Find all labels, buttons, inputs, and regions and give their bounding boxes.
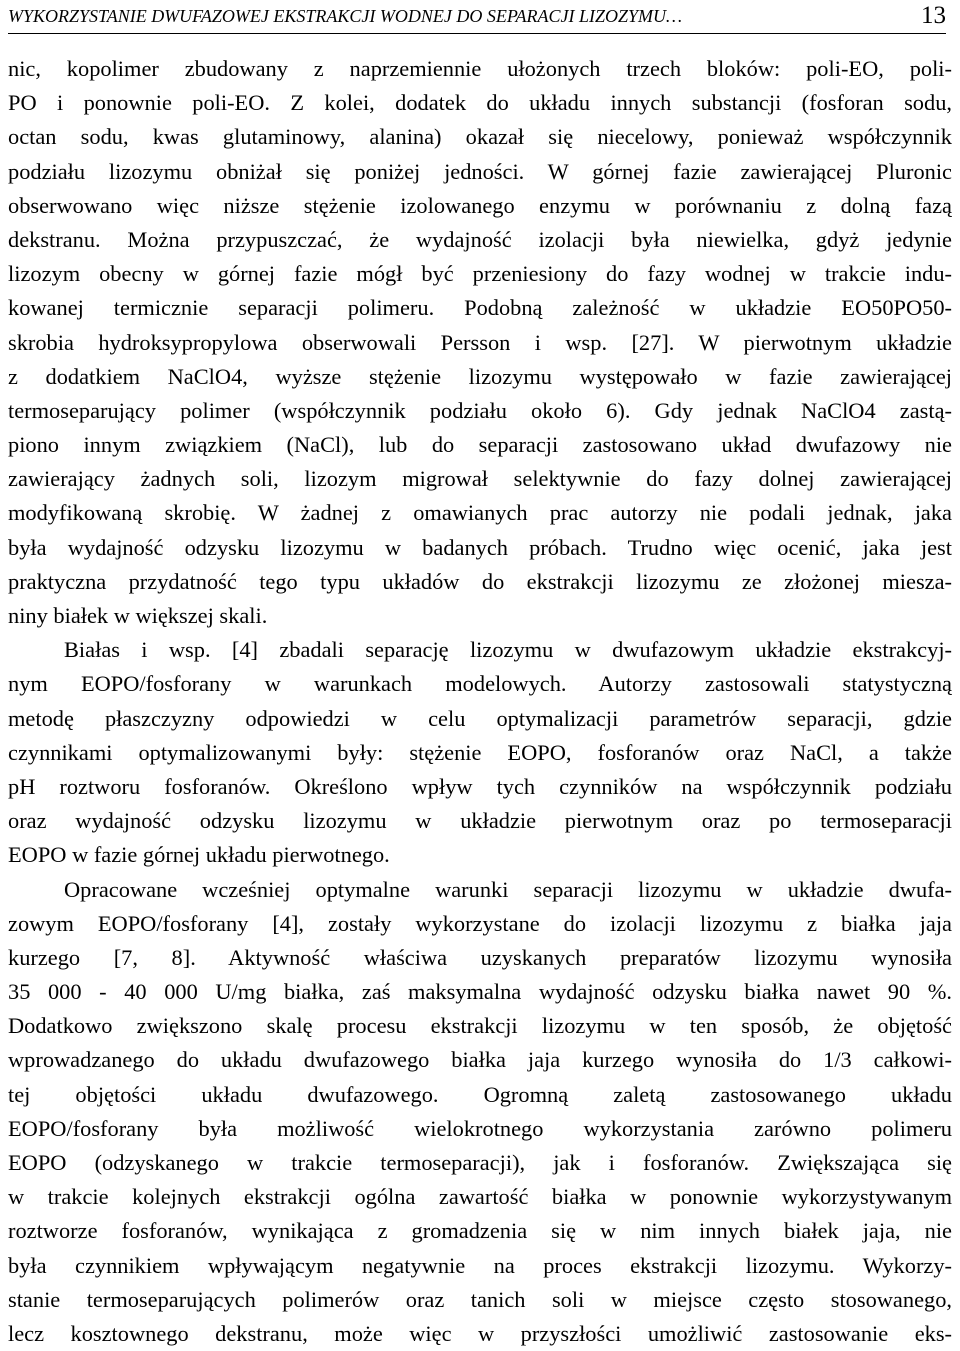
text-line: praktyczna przydatność tego typu układów do ekstrakcji lizozymu ze złożonej miesza- xyxy=(8,568,952,594)
text-line: modyfikowaną skrobię. W żadnej z omawianych prac autorzy nie podali jednak, jaka xyxy=(8,500,952,526)
text-line: lizozym obecny w górnej fazie mógł być przeniesiony do fazy wodnej w trakcie indu- xyxy=(8,261,952,287)
text-line: kowanej termicznie separacji polimeru. Podobną zależność w układzie EO50PO50- xyxy=(8,295,952,321)
text-line: podziału lizozymu obniżał się poniżej jedności. W górnej fazie zawierającej Pluronic xyxy=(8,158,952,184)
text-line: piono innym związkiem (NaCl), lub do separacji zastosowano układ dwufazowy nie xyxy=(8,432,952,458)
text-line: octan sodu, kwas glutaminowy, alanina) okazał się niecelowy, ponieważ współczynnik xyxy=(8,124,952,150)
body-text xyxy=(8,52,952,1351)
page-number: 13 xyxy=(921,2,946,29)
text-line: tej objętości układu dwufazowego. Ogromną zaletą zastosowanego układu xyxy=(8,1081,952,1107)
text-line: PO i ponownie poli-EO. Z kolei, dodatek do układu innych substancji (fosforan sodu, xyxy=(8,90,952,116)
text-line: 35 000 - 40 000 U/mg białka, zaś maksymalna wydajność odzysku białka nawet 90 %. xyxy=(8,979,952,1005)
text-line: metodę płaszczyzny odpowiedzi w celu optymalizacji parametrów separacji, gdzie xyxy=(8,705,952,731)
text-line: była wydajność odzysku lizozymu w badanych próbach. Trudno więc ocenić, jaka jest xyxy=(8,534,952,560)
text-line: w trakcie kolejnych ekstrakcji ogólna zawartość białka w ponownie wykorzystywanym xyxy=(8,1184,952,1210)
text-line: z dodatkiem NaClO4, wyższe stężenie lizozymu występowało w fazie zawierającej xyxy=(8,363,952,389)
text-line: zowym EOPO/fosforany [4], zostały wykorzystane do izolacji lizozymu z białka jaja xyxy=(8,910,952,936)
running-header xyxy=(8,0,946,34)
text-line: niny białek w większej skali. xyxy=(8,603,268,628)
text-line: nic, kopolimer zbudowany z naprzemiennie ułożonych trzech bloków: poli-EO, poli- xyxy=(8,56,952,81)
text-line: nym EOPO/fosforany w warunkach modelowych. Autorzy zastosowali statystyczną xyxy=(8,671,952,697)
text-line: roztworze fosforanów, wynikająca z gromadzenia się w nim innych białek jaja, nie xyxy=(8,1218,952,1244)
text-line: EOPO w fazie górnej układu pierwotnego. xyxy=(8,842,390,868)
text-line: kurzego [7, 8]. Aktywność właściwa uzyskanych preparatów lizozymu wynosiła xyxy=(8,944,952,970)
header-title: WYKORZYSTANIE DWUFAZOWEJ EKSTRAKCJI WODNEJ DO SEPARACJI LIZOZYMU… xyxy=(8,6,682,26)
paragraph-first-line: Białas i wsp. [4] zbadali separację lizozymu w dwufazowym układzie ekstrakcyj- xyxy=(64,637,952,663)
text-line: EOPO (odzyskanego w trakcie termoseparacji), jak i fosforanów. Zwiększająca się xyxy=(8,1150,952,1175)
text-line: stanie termoseparujących polimerów oraz tanich soli w miejsce często stosowanego, xyxy=(8,1286,952,1312)
text-line: EOPO/fosforany była możliwość wielokrotnego wykorzystania zarówno polimeru xyxy=(8,1115,952,1141)
text-line: skrobia hydroksypropylowa obserwowali Persson i wsp. [27]. W pierwotnym układzie xyxy=(8,329,952,355)
text-line: dekstranu. Można przypuszczać, że wydajność izolacji była niewielka, gdyż jedynie xyxy=(8,226,952,252)
text-line: zawierający żadnych soli, lizozym migrował selektywnie do fazy dolnej zawierającej xyxy=(8,466,952,492)
text-line: lecz kosztownego dekstranu, może więc w przyszłości umożliwić zastosowanie eks- xyxy=(8,1320,952,1346)
paragraph-first-line: Opracowane wcześniej optymalne warunki separacji lizozymu w układzie dwufa- xyxy=(64,876,952,902)
text-line: wprowadzanego do układu dwufazowego białka jaja kurzego wynosiła do 1/3 całkowi- xyxy=(8,1047,952,1073)
text-line: pH roztworu fosforanów. Określono wpływ tych czynników na współczynnik podziału xyxy=(8,773,952,799)
text-line: oraz wydajność odzysku lizozymu w układzie pierwotnym oraz po termoseparacji xyxy=(8,808,952,834)
text-line: termoseparujący polimer (współczynnik podziału około 6). Gdy jednak NaClO4 zastą- xyxy=(8,397,952,423)
text-line: czynnikami optymalizowanymi były: stężenie EOPO, fosforanów oraz NaCl, a także xyxy=(8,739,952,765)
text-line: była czynnikiem wpływającym negatywnie na proces ekstrakcji lizozymu. Wykorzy- xyxy=(8,1252,952,1278)
text-line: Dodatkowo zwiększono skalę procesu ekstrakcji lizozymu w ten sposób, że objętość xyxy=(8,1013,952,1039)
text-line: obserwowano więc niższe stężenie izolowanego enzymu w porównaniu z dolną fazą xyxy=(8,192,952,218)
